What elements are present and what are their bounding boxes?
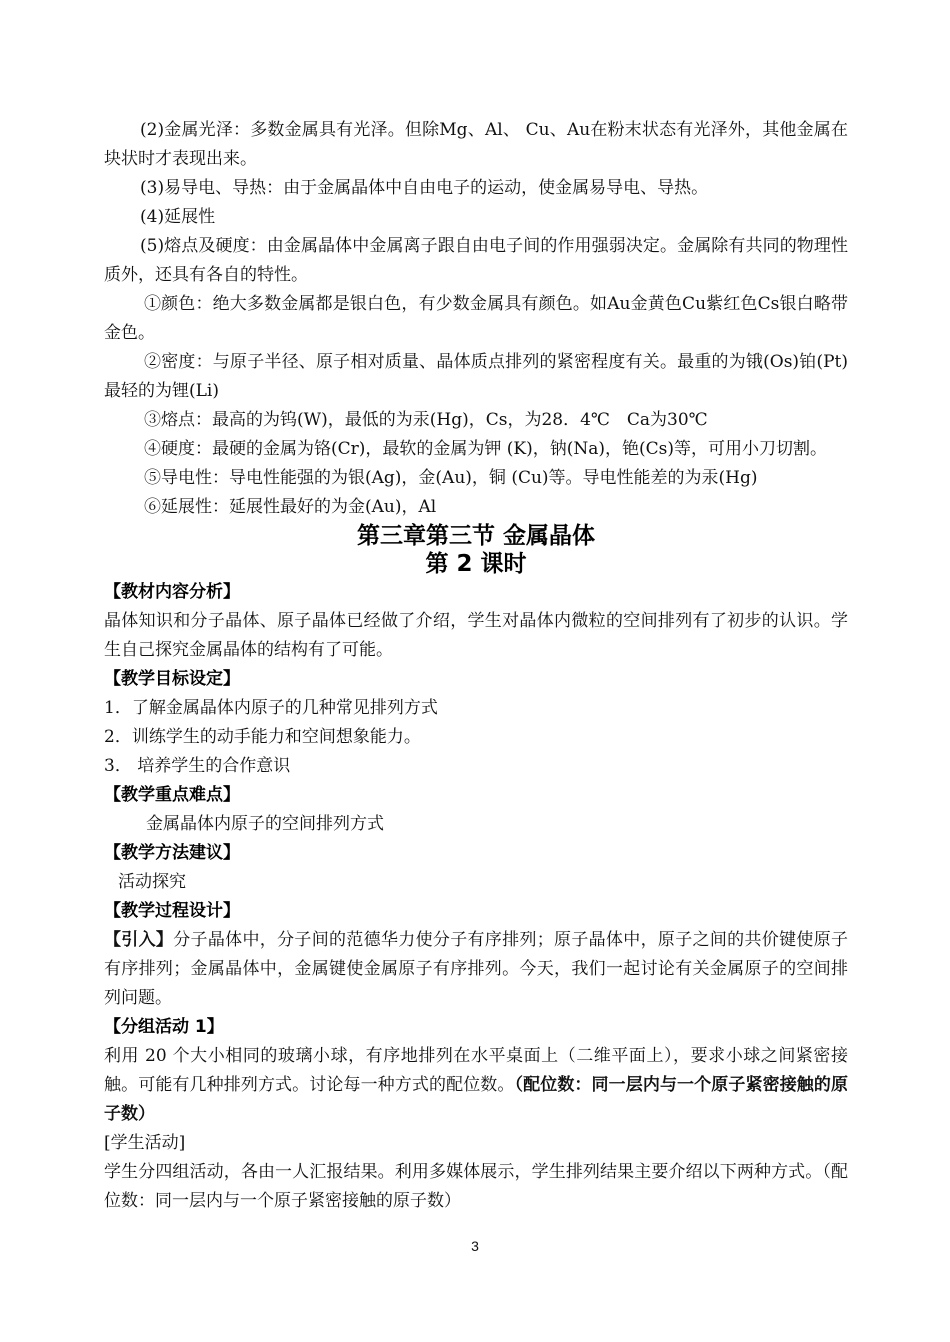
lesson-title: 第 2 课时 — [425, 551, 527, 577]
activity-paragraph — [104, 1042, 848, 1129]
item-melting-point: ③熔点：最高的为钨(W)，最低的为汞(Hg)，Cs，为28．4℃ Ca为30℃ — [144, 410, 708, 430]
goal-item-2: 2．训练学生的动手能力和空间想象能力。 — [104, 727, 421, 747]
intro-text: 分子晶体中，分子间的范德华力使分子有序排列；原子晶体中，原子之间的共价键使原子有序排列；金属晶体中，金属键使金属原子有序排列。今天，我们一起讨论有关金属原子的空间排列问题。 — [104, 930, 849, 1008]
heading-teaching-method: 【教学方法建议】 — [104, 843, 240, 863]
heading-student-activity: [学生活动] — [104, 1133, 186, 1153]
item-density: ②密度：与原子半径、原子相对质量、晶体质点排列的紧密程度有关。最重的为锇(Os)铂(Pt)最轻的为锂(Li) — [104, 352, 848, 401]
page-number: 3 — [471, 1238, 479, 1254]
page-content — [104, 116, 848, 1216]
goal-item-1: 1．了解金属晶体内原子的几种常见排列方式 — [104, 698, 438, 718]
intro-paragraph — [104, 926, 848, 1013]
item-hardness: ④硬度：最硬的金属为铬(Cr)，最软的金属为钾 (K)，钠(Na)，铯(Cs)等，可用小刀切割。 — [144, 439, 828, 459]
heading-key-points: 【教学重点难点】 — [104, 785, 240, 805]
intro-label: 【引入】 — [104, 930, 174, 950]
item-color: ①颜色：绝大多数金属都是银白色，有少数金属具有颜色。如Au金黄色Cu紫红色Cs银白略带金色。 — [104, 294, 848, 343]
goal-item-3: 3． 培养学生的合作意识 — [104, 756, 291, 776]
heading-group-activity-1: 【分组活动 1】 — [104, 1017, 224, 1037]
heading-content-analysis: 【教材内容分析】 — [104, 582, 240, 602]
content-analysis-text: 晶体知识和分子晶体、原子晶体已经做了介绍，学生对晶体内微粒的空间排列有了初步的认识。学生自己探究金属晶体的结构有了可能。 — [104, 611, 848, 660]
item-ductility: ⑥延展性：延展性最好的为金(Au)，Al — [144, 497, 437, 517]
paragraph-conductivity: (3)易导电、导热：由于金属晶体中自由电子的运动，使金属易导电、导热。 — [140, 178, 709, 198]
teaching-method-text: 活动探究 — [118, 872, 186, 892]
heading-teaching-process: 【教学过程设计】 — [104, 901, 240, 921]
heading-teaching-goals: 【教学目标设定】 — [104, 669, 240, 689]
paragraph-metallic-luster: (2)金属光泽：多数金属具有光泽。但除Mg、Al、 Cu、Au在粉末状态有光泽外，其他金属在块状时才表现出来。 — [104, 120, 848, 169]
paragraph-melting-hardness: (5)熔点及硬度：由金属晶体中金属离子跟自由电子间的作用强弱决定。金属除有共同的物理性质外，还具有各自的特性。 — [104, 236, 848, 285]
paragraph-ductility: (4)延展性 — [140, 207, 216, 227]
activity-text: 利用 20 个大小相同的玻璃小球，有序地排列在水平桌面上（二维平面上），要求小球之间紧密接触。可能有几种排列方式。讨论每一种方式的配位数。 — [104, 1046, 848, 1095]
activity-bold-note: （配位数：同一层内与一个原子紧密接触的原子数） — [104, 1075, 849, 1124]
key-points-text: 金属晶体内原子的空间排列方式 — [146, 814, 384, 834]
chapter-title: 第三章第三节 金属晶体 — [356, 523, 595, 549]
student-activity-text: 学生分四组活动，各由一人汇报结果。利用多媒体展示，学生排列结果主要介绍以下两种方式。（配位数：同一层内与一个原子紧密接触的原子数） — [104, 1162, 848, 1211]
item-electrical-conductivity: ⑤导电性：导电性能强的为银(Ag)，金(Au)，铜 (Cu)等。导电性能差的为汞(Hg) — [144, 468, 758, 488]
